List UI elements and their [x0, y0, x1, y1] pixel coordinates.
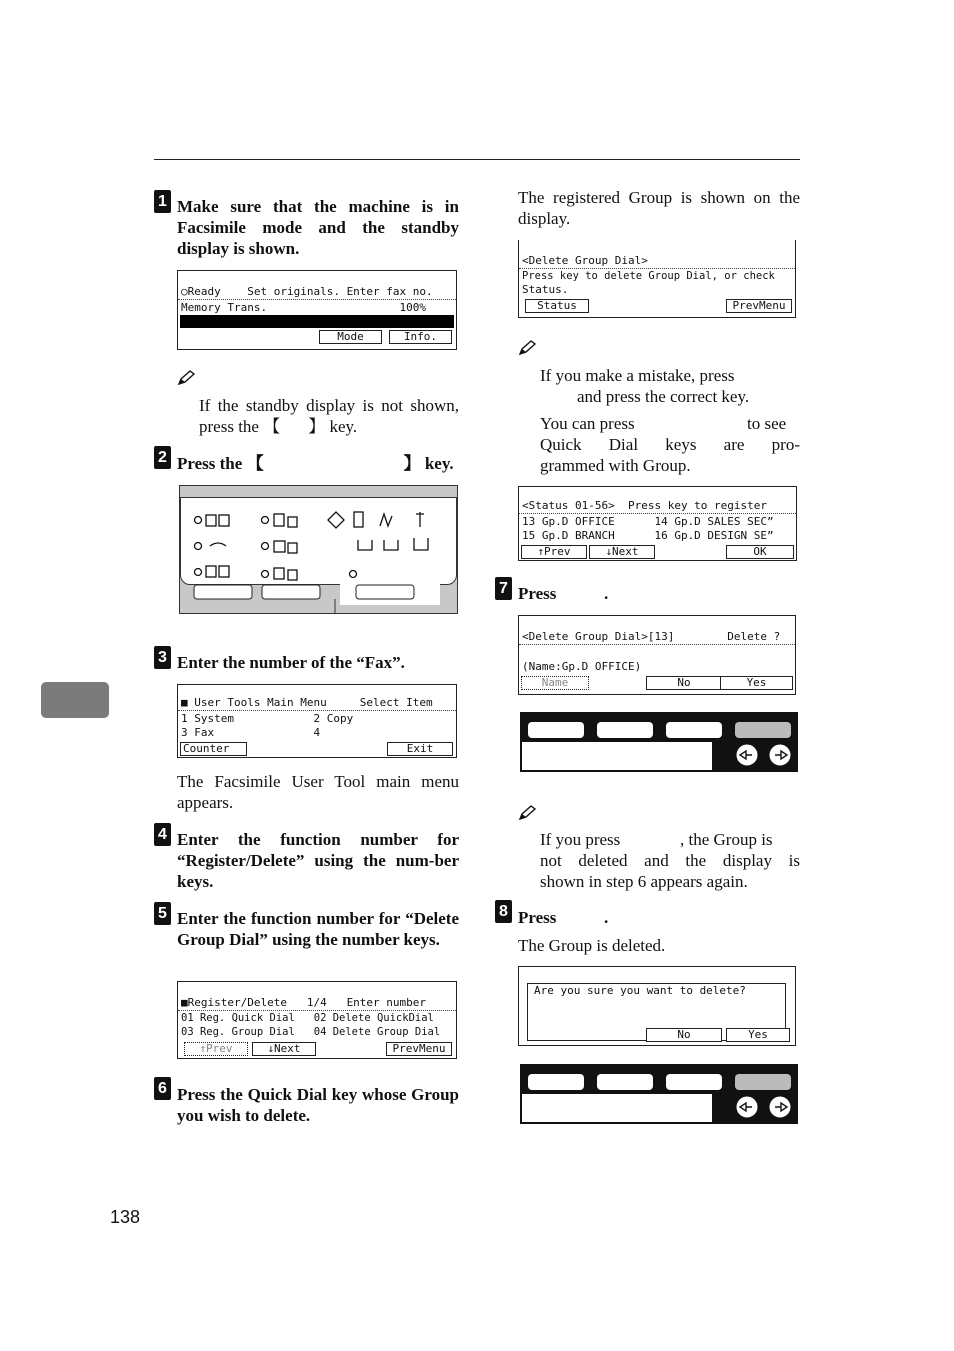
- note-7-line1b: , the Group is: [680, 830, 773, 849]
- step-5-text: Enter the function number for “Delete Group Dial” using the number keys.: [177, 909, 459, 949]
- selection-key-3[interactable]: [666, 722, 722, 738]
- no-button[interactable]: No: [646, 676, 722, 690]
- panel-display-area: [522, 1094, 712, 1122]
- step-2-before: Press the: [177, 454, 243, 473]
- selection-key-3[interactable]: [666, 1074, 722, 1090]
- step-number-4: 4: [154, 823, 171, 846]
- lcd-highlight-line: [180, 315, 454, 328]
- lcd-line: 3 Fax 4: [181, 726, 321, 739]
- panel-display-area: [522, 742, 712, 770]
- prev-menu-button[interactable]: PrevMenu: [386, 1042, 452, 1056]
- lcd-line: (Name:Gp.D OFFICE): [522, 660, 642, 673]
- step-number-6: 6: [154, 1077, 171, 1100]
- control-panel-illustration: [179, 485, 458, 614]
- note-6a-line2: and press the correct key.: [577, 387, 750, 406]
- page-number: 138: [110, 1207, 141, 1227]
- lcd-delete-group-dial: [518, 240, 796, 318]
- lcd-line: Are you sure you want to delete?: [534, 984, 746, 997]
- step-2-after: key.: [424, 454, 454, 473]
- lcd-line: 15 Gp.D BRANCH 16 Gp.D DESIGN SE”: [522, 529, 774, 542]
- key-bracket-open: 【: [246, 454, 264, 473]
- step-8-period: .: [604, 908, 609, 927]
- note-pencil-icon: [518, 340, 536, 356]
- exit-button[interactable]: Exit: [387, 742, 453, 756]
- panel-icons: [180, 486, 457, 613]
- note-6b-line1b: to see: [747, 414, 787, 433]
- info-button[interactable]: Info.: [389, 330, 452, 344]
- arrow-keys: [730, 1094, 794, 1120]
- note-1-text: [199, 395, 459, 437]
- note-6b-line2: Quick Dial keys are pro-: [540, 435, 800, 454]
- after-step-3-text: The Facsimile User Tool main menu appears.: [177, 772, 459, 812]
- prev-button[interactable]: ↑Prev: [184, 1042, 248, 1056]
- key-bracket-open: 【: [263, 417, 281, 436]
- note-7-line1a: If you press: [540, 830, 621, 849]
- lcd-line: 01 Reg. Quick Dial 02 Delete QuickDial: [181, 1012, 434, 1024]
- note-6a-line1: If you make a mistake, press: [540, 366, 735, 385]
- selection-keys-panel: [520, 1064, 798, 1124]
- lcd-line: Status.: [522, 283, 569, 296]
- note-7-line3: shown in step 6 appears again.: [540, 872, 748, 891]
- step-number-8: 8: [495, 900, 512, 923]
- lcd-line: <Delete Group Dial>[13] Delete ?: [522, 630, 781, 643]
- lcd-line: <Status 01-56> Press key to register: [522, 499, 768, 512]
- lcd-line: Memory Trans. 100%: [181, 301, 427, 314]
- ok-button[interactable]: OK: [726, 545, 794, 559]
- lcd-status-list: [518, 486, 797, 561]
- step-number-7: 7: [495, 577, 512, 600]
- selection-key-2[interactable]: [597, 722, 653, 738]
- lcd-line: 1 System 2 Copy: [181, 712, 354, 725]
- step-7-period: .: [604, 584, 609, 603]
- note-1-after: key.: [329, 417, 358, 436]
- lcd-register-delete-menu: [177, 981, 457, 1059]
- key-bracket-close: 】: [308, 417, 326, 436]
- registered-group-text: The registered Group is shown on the display.: [518, 188, 800, 228]
- chapter-tab: [41, 682, 109, 718]
- mode-button[interactable]: Mode: [319, 330, 382, 344]
- lcd-user-tools-menu: [177, 684, 457, 758]
- step-4-text: Enter the function number for “Register/Delete” using the num-ber keys.: [177, 830, 459, 891]
- status-button[interactable]: Status: [525, 299, 589, 313]
- lcd-line: ■Register/Delete 1/4 Enter number: [181, 996, 427, 1009]
- step-8-text: Press: [518, 908, 557, 927]
- lcd-line: ■ User Tools Main Menu Select Item: [181, 696, 433, 709]
- selection-key-4-highlighted[interactable]: [735, 722, 791, 738]
- counter-button[interactable]: Counter: [180, 742, 247, 756]
- note-pencil-icon: [518, 805, 536, 821]
- step-number-1: 1: [154, 190, 171, 213]
- note-6b-line3: grammed with Group.: [540, 456, 691, 475]
- arrow-keys: [730, 742, 794, 768]
- next-button[interactable]: ↓Next: [252, 1042, 316, 1056]
- note-6b-line1: You can press: [540, 414, 635, 433]
- step-6-text: Press the Quick Dial key whose Group you wish to delete.: [177, 1085, 459, 1125]
- lcd-standby-display: [177, 270, 457, 350]
- lcd-line: [522, 646, 792, 659]
- note-7-line2: not deleted and the display is: [540, 851, 800, 870]
- next-button[interactable]: ↓Next: [589, 545, 655, 559]
- selection-keys-panel: [520, 712, 798, 772]
- selection-key-4-highlighted[interactable]: [735, 1074, 791, 1090]
- note-pencil-icon: [177, 370, 195, 386]
- step-3-text: Enter the number of the “Fax”.: [177, 653, 405, 672]
- note-1-before: If the standby display is not shown, press the: [199, 396, 459, 436]
- key-bracket-close: 】: [403, 454, 421, 473]
- step-1-text: Make sure that the machine is in Facsimile mode and the standby display is shown.: [177, 197, 459, 258]
- lcd-line: Press key to delete Group Dial, or check: [522, 270, 775, 282]
- step-number-3: 3: [154, 646, 171, 669]
- step-number-5: 5: [154, 902, 171, 925]
- step-number-2: 2: [154, 446, 171, 469]
- lcd-final-confirm: [518, 966, 796, 1046]
- selection-key-2[interactable]: [597, 1074, 653, 1090]
- name-button[interactable]: Name: [521, 676, 589, 690]
- lcd-line: 03 Reg. Group Dial 04 Delete Group Dial: [181, 1026, 441, 1038]
- lcd-line: <Delete Group Dial>: [522, 254, 648, 267]
- no-button[interactable]: No: [646, 1028, 722, 1042]
- header-rule: [154, 159, 800, 160]
- prev-button[interactable]: ↑Prev: [521, 545, 587, 559]
- yes-button[interactable]: Yes: [726, 1028, 790, 1042]
- selection-key-1[interactable]: [528, 722, 584, 738]
- prev-menu-button[interactable]: PrevMenu: [726, 299, 792, 313]
- lcd-line: 13 Gp.D OFFICE 14 Gp.D SALES SEC”: [522, 515, 774, 528]
- lcd-confirm-delete: [518, 615, 796, 695]
- yes-button[interactable]: Yes: [720, 676, 793, 690]
- lcd-line: ○Ready Set originals. Enter fax no.: [181, 285, 433, 298]
- step-7-text: Press: [518, 584, 557, 603]
- group-deleted-text: The Group is deleted.: [518, 936, 666, 955]
- step-2-text: [177, 453, 459, 474]
- selection-key-1[interactable]: [528, 1074, 584, 1090]
